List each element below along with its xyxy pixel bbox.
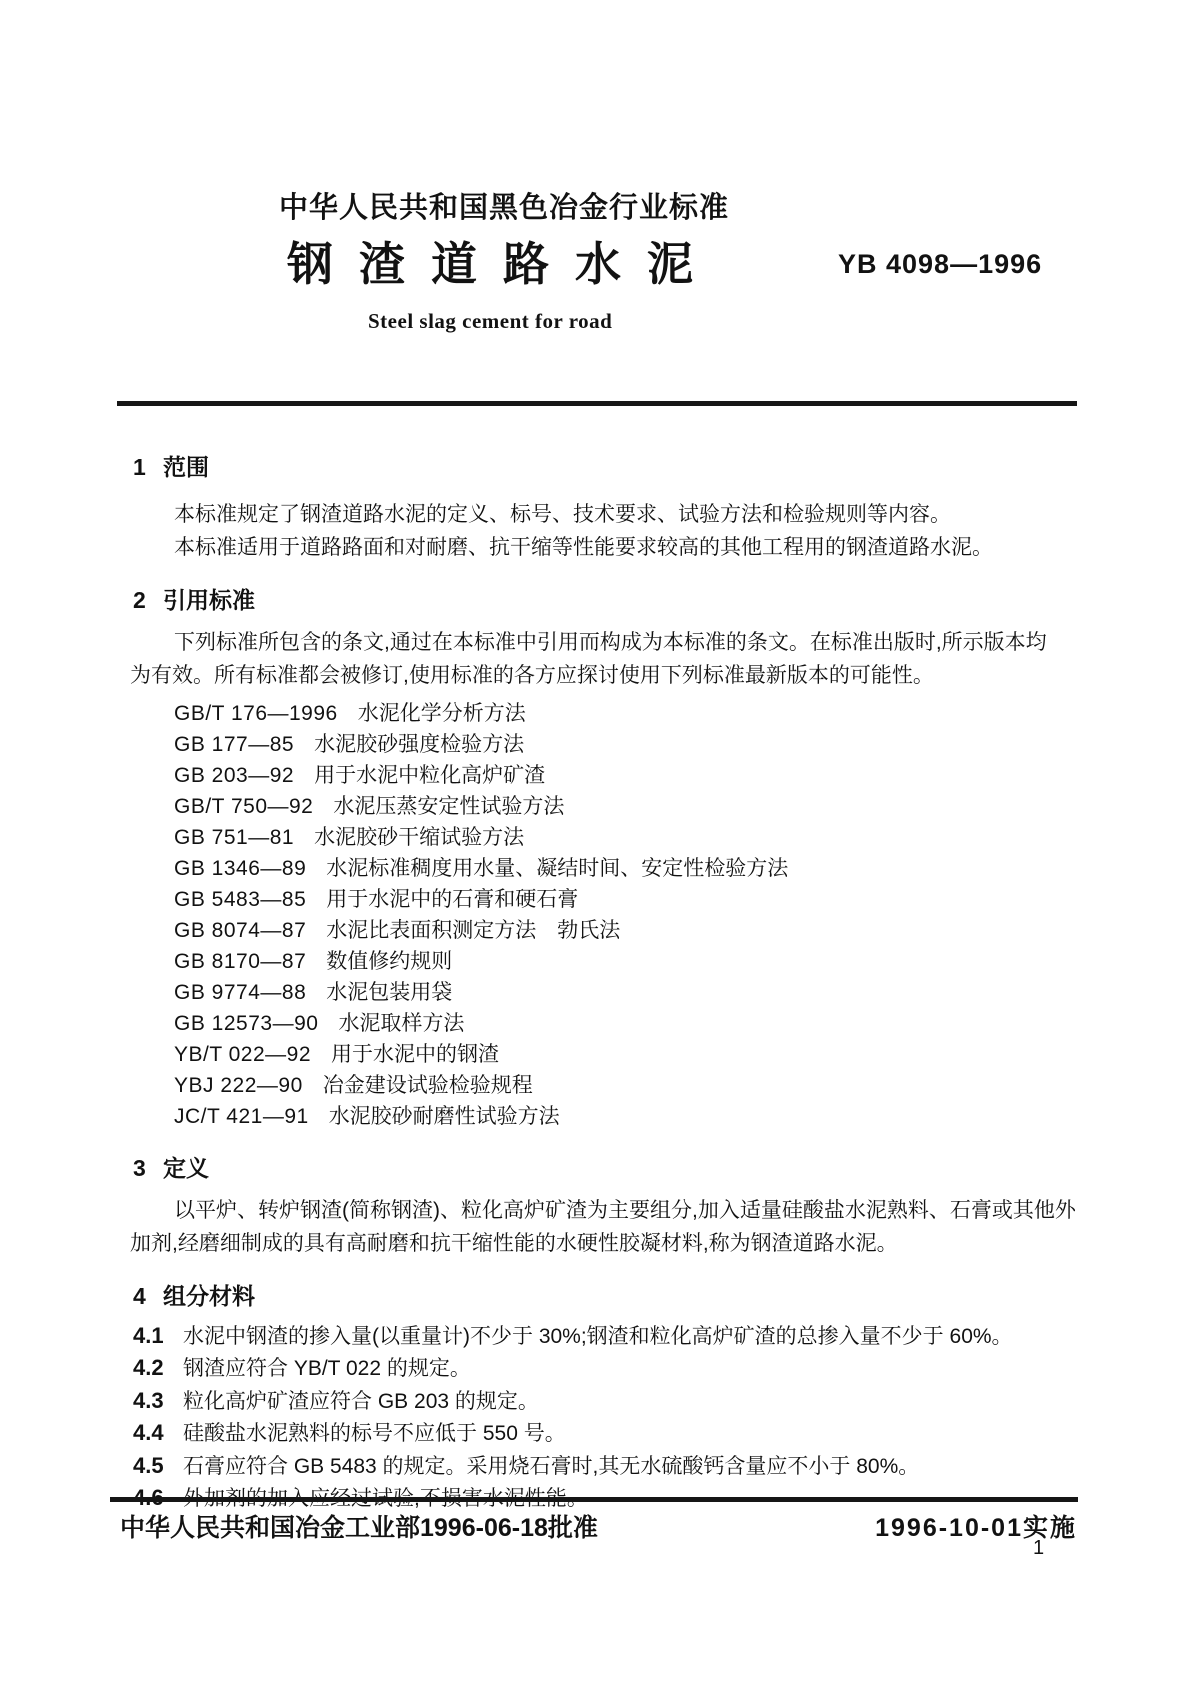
reference-code: YBJ 222—90 — [174, 1074, 303, 1097]
section-2-number: 2 — [133, 587, 146, 613]
clause-4-1 — [133, 1320, 1013, 1350]
footer-implementation: 1996-10-01实施 — [875, 1514, 1077, 1542]
clause-number: 4.4 — [133, 1420, 164, 1445]
reference-code: GB 9774—88 — [174, 981, 307, 1004]
section-2-intro-line-2: 为有效。所有标准都会被修订,使用标准的各方应探讨使用下列标准最新版本的可能性。 — [130, 664, 934, 687]
document-title: 钢渣道路水泥 — [287, 238, 719, 290]
clause-4-2 — [133, 1352, 471, 1382]
clause-number: 4.1 — [133, 1323, 164, 1348]
reference-item — [174, 759, 545, 789]
standard-category-label: 中华人民共和国黑色冶金行业标准 — [279, 192, 730, 224]
reference-item — [174, 883, 578, 913]
reference-code: GB 1346—89 — [174, 857, 307, 880]
reference-item — [174, 821, 524, 851]
clause-4-3 — [133, 1385, 539, 1415]
section-4-number: 4 — [133, 1283, 146, 1309]
footer-approval: 中华人民共和国冶金工业部1996-06-18批准 — [120, 1514, 598, 1542]
reference-item — [174, 728, 524, 758]
clause-number: 4.3 — [133, 1388, 164, 1413]
section-2-heading — [133, 582, 255, 615]
clause-4-5 — [133, 1450, 919, 1480]
section-3-number: 3 — [133, 1155, 146, 1181]
reference-item — [174, 1007, 464, 1037]
reference-item — [174, 914, 620, 944]
reference-title: 水泥胶砂强度检验方法 — [314, 733, 525, 756]
clause-number: 4.5 — [133, 1453, 164, 1478]
reference-title: 水泥标准稠度用水量、凝结时间、安定性检验方法 — [326, 857, 789, 880]
reference-title: 用于水泥中的石膏和硬石膏 — [326, 888, 579, 911]
section-2-intro-line-1: 下列标准所包含的条文,通过在本标准中引用而构成为本标准的条文。在标准出版时,所示版本均 — [174, 631, 1047, 654]
reference-title: 用于水泥中粒化高炉矿渣 — [314, 764, 546, 787]
reference-item — [174, 1069, 533, 1099]
reference-item — [174, 1100, 560, 1130]
reference-code: GB 203—92 — [174, 764, 295, 787]
reference-title: 水泥化学分析方法 — [357, 702, 526, 725]
reference-title: 水泥压蒸安定性试验方法 — [333, 795, 565, 818]
reference-item — [174, 852, 788, 882]
reference-item — [174, 945, 452, 975]
reference-item — [174, 976, 452, 1006]
clause-text: 硅酸盐水泥熟料的标号不应低于 550 号。 — [183, 1422, 566, 1445]
reference-title: 水泥胶砂耐磨性试验方法 — [328, 1105, 560, 1128]
section-4-heading — [133, 1278, 255, 1311]
reference-code: GB/T 750—92 — [174, 795, 314, 818]
reference-title: 水泥包装用袋 — [326, 981, 453, 1004]
reference-code: GB 177—85 — [174, 733, 295, 756]
section-3-definition-line-2: 加剂,经磨细制成的具有高耐磨和抗干缩性能的水硬性胶凝材料,称为钢渣道路水泥。 — [130, 1232, 898, 1255]
document-title-english: Steel slag cement for road — [368, 309, 613, 333]
page-number: 1 — [1033, 1537, 1045, 1559]
footer-divider-rule — [110, 1497, 1078, 1502]
reference-title: 数值修约规则 — [326, 950, 453, 973]
reference-code: GB 5483—85 — [174, 888, 307, 911]
section-1-title: 范围 — [163, 454, 209, 480]
reference-item — [174, 697, 526, 727]
reference-code: GB 12573—90 — [174, 1012, 319, 1035]
reference-item — [174, 790, 564, 820]
section-2-title: 引用标准 — [163, 587, 255, 613]
clause-text: 钢渣应符合 YB/T 022 的规定。 — [183, 1357, 471, 1380]
standard-number: YB 4098—1996 — [838, 249, 1043, 279]
section-4-title: 组分材料 — [163, 1283, 255, 1309]
section-3-heading — [133, 1150, 209, 1183]
clause-text: 粒化高炉矿渣应符合 GB 203 的规定。 — [183, 1390, 539, 1413]
section-1-paragraph-1: 本标准规定了钢渣道路水泥的定义、标号、技术要求、试验方法和检验规则等内容。 — [174, 503, 951, 526]
reference-code: GB 8074—87 — [174, 919, 307, 942]
clause-number: 4.2 — [133, 1355, 164, 1380]
section-3-definition-line-1: 以平炉、转炉钢渣(简称钢渣)、粒化高炉矿渣为主要组分,加入适量硅酸盐水泥熟料、石膏或其他外 — [174, 1199, 1076, 1222]
reference-code: GB/T 176—1996 — [174, 702, 338, 725]
reference-title: 冶金建设试验检验规程 — [322, 1074, 533, 1097]
section-1-heading — [133, 449, 209, 482]
reference-item — [174, 1038, 499, 1068]
clause-text: 水泥中钢渣的掺入量(以重量计)不少于 30%;钢渣和粒化高炉矿渣的总掺入量不少于 60%。 — [183, 1325, 1013, 1348]
reference-code: JC/T 421—91 — [174, 1105, 309, 1128]
reference-title: 水泥胶砂干缩试验方法 — [314, 826, 525, 849]
section-3-title: 定义 — [163, 1155, 209, 1181]
reference-title: 水泥取样方法 — [338, 1012, 465, 1035]
reference-title: 用于水泥中的钢渣 — [331, 1043, 500, 1066]
clause-text: 石膏应符合 GB 5483 的规定。采用烧石膏时,其无水硫酸钙含量应不小于 80%。 — [183, 1455, 920, 1478]
reference-code: GB 751—81 — [174, 826, 295, 849]
reference-title: 水泥比表面积测定方法 勃氏法 — [326, 919, 621, 942]
header-divider-rule — [117, 401, 1077, 406]
section-1-paragraph-2: 本标准适用于道路路面和对耐磨、抗干缩等性能要求较高的其他工程用的钢渣道路水泥。 — [174, 536, 993, 559]
clause-4-4 — [133, 1417, 566, 1447]
reference-code: GB 8170—87 — [174, 950, 307, 973]
section-1-number: 1 — [133, 454, 146, 480]
reference-code: YB/T 022—92 — [174, 1043, 312, 1066]
